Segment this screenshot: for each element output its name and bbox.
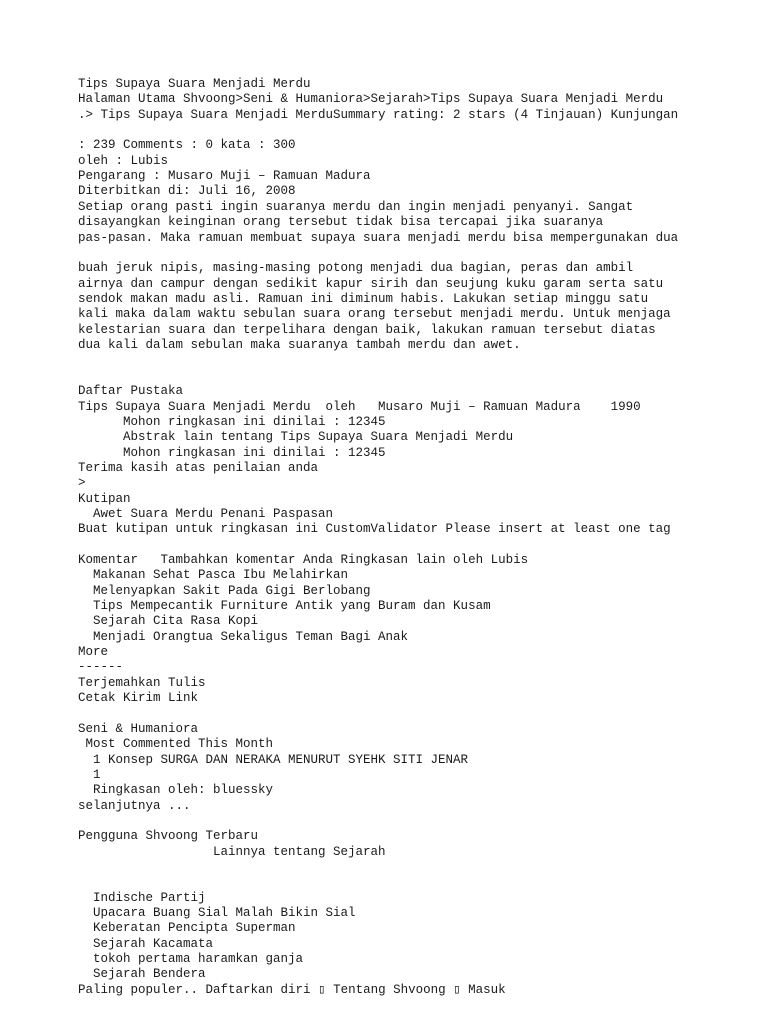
- comment-count: 1: [78, 768, 101, 782]
- list-item[interactable]: Indische Partij: [78, 891, 206, 905]
- summary-rating-line: .> Tips Supaya Suara Menjadi MerduSummary rating: 2 stars (4 Tinjauan) Kunjungan: [78, 108, 679, 122]
- print-send-links[interactable]: Cetak Kirim Link: [78, 691, 199, 705]
- list-item[interactable]: 1 Konsep SURGA DAN NERAKA MENURUT SYEHK SITI JENAR: [78, 753, 469, 767]
- summary-by: Ringkasan oleh: bluessky: [78, 783, 274, 797]
- rating-prompt: Mohon ringkasan ini dinilai : 12345: [78, 446, 386, 460]
- bibliography-entry: Tips Supaya Suara Menjadi Merdu oleh Musaro Muji – Ramuan Madura 1990: [78, 400, 641, 414]
- more-history-heading: Lainnya tentang Sejarah: [78, 845, 386, 859]
- stats-line: : 239 Comments : 0 kata : 300: [78, 138, 296, 152]
- list-item[interactable]: Keberatan Pencipta Superman: [78, 921, 296, 935]
- body-paragraph-line: disayangkan keinginan orang tersebut tidak bisa tercapai jika suaranya: [78, 215, 604, 229]
- body-paragraph-line: dua kali dalam sebulan maka suaranya tambah merdu dan awet.: [78, 338, 521, 352]
- most-commented-heading: Most Commented This Month: [78, 737, 274, 751]
- list-item[interactable]: Upacara Buang Sial Malah Bikin Sial: [78, 906, 356, 920]
- body-paragraph-line: kali maka dalam waktu sebulan suara orang tersebut menjadi merdu. Untuk menjaga: [78, 307, 671, 321]
- author-line: oleh : Lubis: [78, 154, 169, 168]
- rating-thanks: Terima kasih atas penilaian anda: [78, 461, 319, 475]
- translate-write-links[interactable]: Terjemahkan Tulis: [78, 676, 206, 690]
- more-link[interactable]: More: [78, 645, 109, 659]
- body-paragraph-line: kelestarian suara dan terpelihara dengan baik, lakukan ramuan tersebut diatas: [78, 323, 656, 337]
- body-paragraph-line: Setiap orang pasti ingin suaranya merdu dan ingin menjadi penyanyi. Sangat: [78, 200, 634, 214]
- list-item[interactable]: Makanan Sehat Pasca Ibu Melahirkan: [78, 568, 349, 582]
- list-item[interactable]: Sejarah Cita Rasa Kopi: [78, 614, 259, 628]
- category-heading: Seni & Humaniora: [78, 722, 199, 736]
- quote-heading: Kutipan: [78, 492, 131, 506]
- list-item[interactable]: Sejarah Kacamata: [78, 937, 214, 951]
- bibliography-heading: Daftar Pustaka: [78, 384, 184, 398]
- body-paragraph-line: sendok makan madu asli. Ramuan ini diminum habis. Lakukan setiap minggu satu: [78, 292, 649, 306]
- body-paragraph-line: buah jeruk nipis, masing-masing potong menjadi dua bagian, peras dan ambil: [78, 261, 634, 275]
- breadcrumb: Halaman Utama Shvoong>Seni & Humaniora>Sejarah>Tips Supaya Suara Menjadi Merdu: [78, 92, 664, 106]
- writer-line: Pengarang : Musaro Muji – Ramuan Madura: [78, 169, 371, 183]
- body-paragraph-line: pas-pasan. Maka ramuan membuat supaya suara menjadi merdu bisa mempergunakan dua: [78, 231, 679, 245]
- list-item[interactable]: Sejarah Bendera: [78, 967, 206, 981]
- list-item[interactable]: tokoh pertama haramkan ganja: [78, 952, 304, 966]
- arrow-marker: >: [78, 476, 86, 490]
- footer-links[interactable]: Paling populer.. Daftarkan diri ▯ Tentang Shvoong ▯ Masuk: [78, 983, 506, 997]
- published-line: Diterbitkan di: Juli 16, 2008: [78, 184, 296, 198]
- new-users-heading: Pengguna Shvoong Terbaru: [78, 829, 259, 843]
- quote-validator-line: Buat kutipan untuk ringkasan ini CustomValidator Please insert at least one tag: [78, 522, 671, 536]
- comments-heading[interactable]: Komentar Tambahkan komentar Anda Ringkasan lain oleh Lubis: [78, 553, 529, 567]
- rating-prompt: Mohon ringkasan ini dinilai : 12345: [78, 415, 386, 429]
- doc-title: Tips Supaya Suara Menjadi Merdu: [78, 77, 311, 91]
- other-abstract-link[interactable]: Abstrak lain tentang Tips Supaya Suara Menjadi Merdu: [78, 430, 514, 444]
- list-item[interactable]: Tips Mempecantik Furniture Antik yang Buram dan Kusam: [78, 599, 491, 613]
- quote-text: Awet Suara Merdu Penani Paspasan: [78, 507, 334, 521]
- list-item[interactable]: Melenyapkan Sakit Pada Gigi Berlobang: [78, 584, 371, 598]
- body-paragraph-line: airnya dan campur dengan sedikit kapur sirih dan seujung kuku garam serta satu: [78, 277, 664, 291]
- next-link[interactable]: selanjutnya ...: [78, 799, 191, 813]
- divider-dashes: ------: [78, 660, 124, 674]
- list-item[interactable]: Menjadi Orangtua Sekaligus Teman Bagi Anak: [78, 630, 409, 644]
